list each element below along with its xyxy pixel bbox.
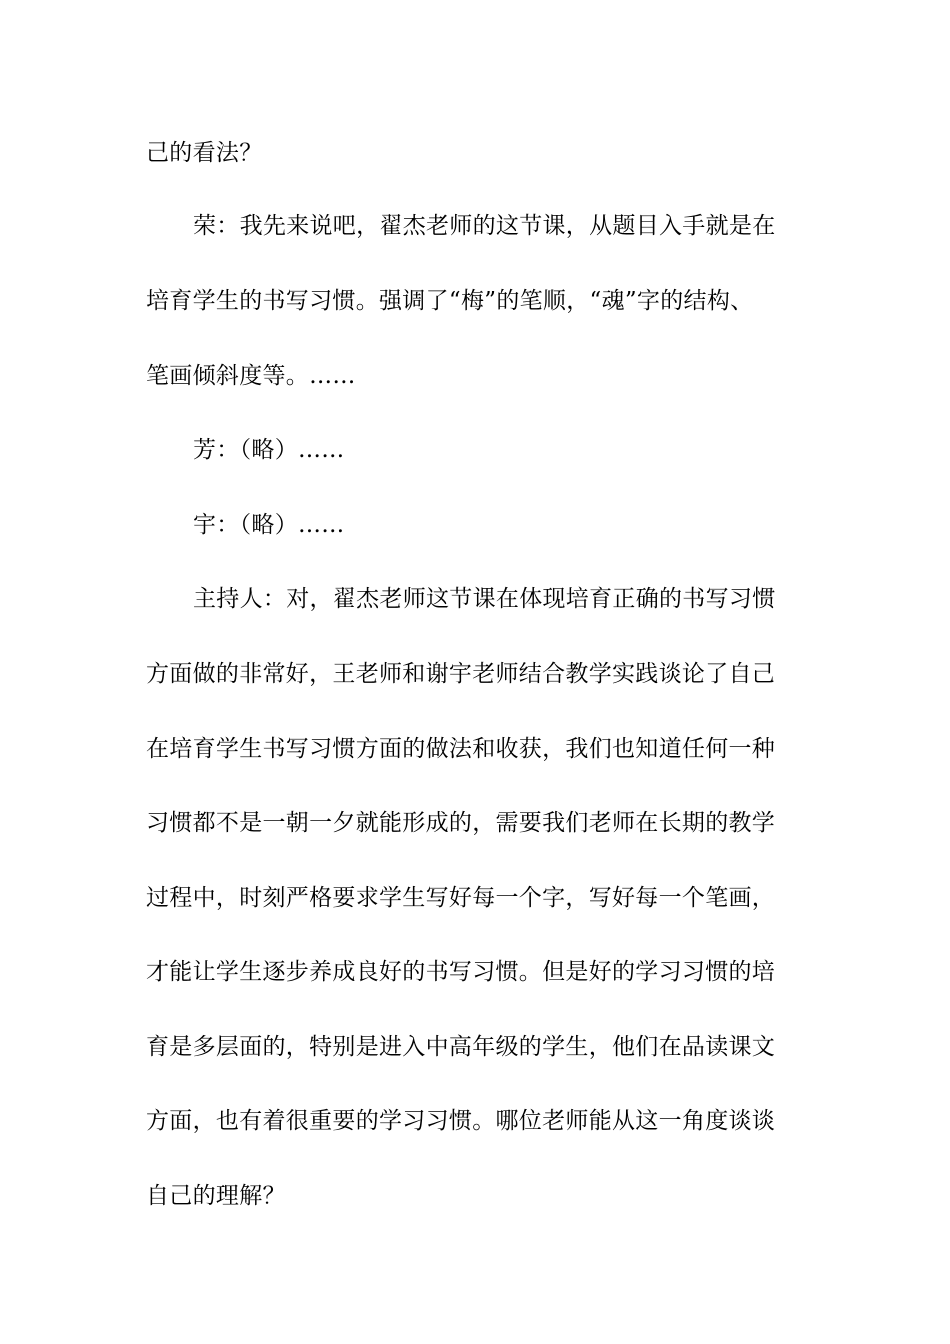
text-line: 荣：我先来说吧，翟杰老师的这节课，从题目入手就是在 (193, 213, 776, 239)
text-line: 培育学生的书写习惯。强调了“梅”的笔顺，“魂”字的结构、 (146, 288, 754, 314)
text-line: 自己的理解？ (146, 1183, 286, 1209)
text-line: 宇：（略）…… (193, 512, 345, 538)
text-line: 习惯都不是一朝一夕就能形成的，需要我们老师在长期的教学 (146, 810, 776, 836)
text-line: 方面做的非常好，王老师和谢宇老师结合教学实践谈论了自己 (146, 661, 776, 687)
text-line: 育是多层面的，特别是进入中高年级的学生，他们在品读课文 (146, 1034, 776, 1060)
text-line: 笔画倾斜度等。…… (146, 363, 356, 389)
text-line: 方面，也有着很重要的学习习惯。哪位老师能从这一角度谈谈 (146, 1108, 776, 1134)
text-line: 在培育学生书写习惯方面的做法和收获，我们也知道任何一种 (146, 736, 776, 762)
text-line: 主持人：对，翟杰老师这节课在体现培育正确的书写习惯 (193, 586, 776, 612)
text-line: 芳：（略）…… (193, 437, 345, 463)
text-line: 才能让学生逐步养成良好的书写习惯。但是好的学习习惯的培 (146, 959, 776, 985)
text-line: 过程中，时刻严格要求学生写好每一个字，写好每一个笔画， (146, 885, 776, 911)
text-line: 己的看法？ (146, 140, 263, 166)
